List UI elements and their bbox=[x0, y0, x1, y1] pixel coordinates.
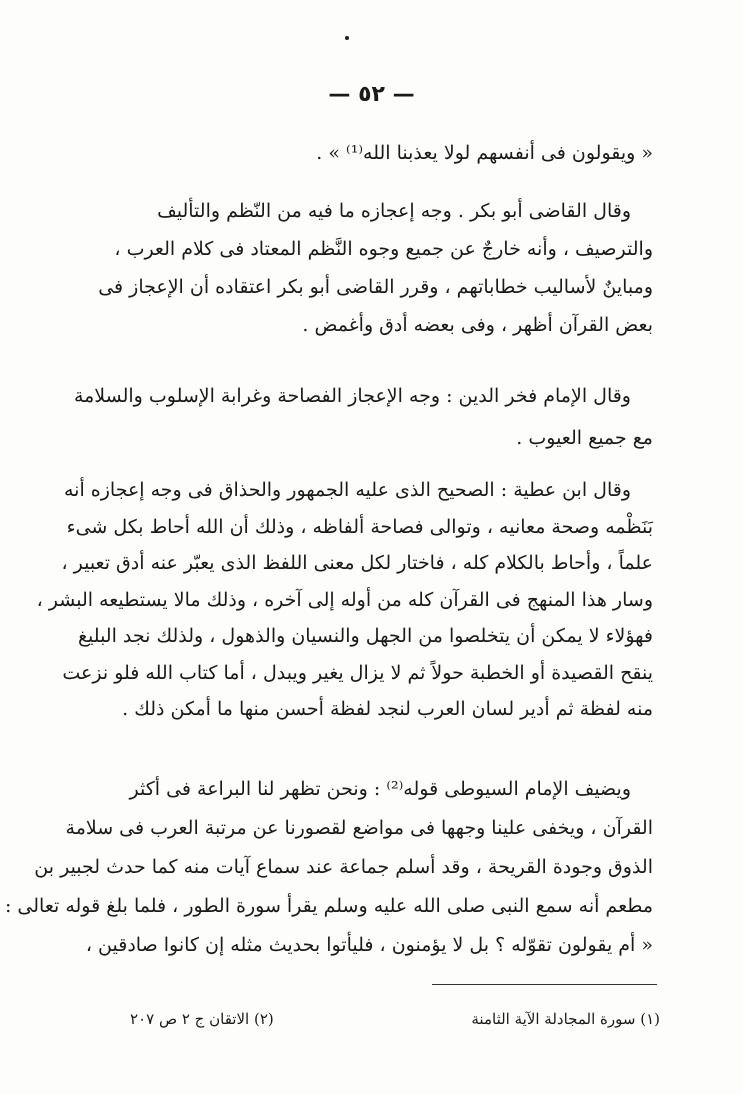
text-line: بَنَظْمه وصحة معانيه ، وتوالى فصاحة ألفاظه ، وذلك أن الله أحاط بكل شىء bbox=[66, 515, 653, 538]
text-line: « أم يقولون تقوّله ؟ بل لا يؤمنون ، فليأتوا بحديث مثله إن كانوا صادقين ، bbox=[85, 934, 653, 956]
page-number: — ٥٢ — bbox=[328, 82, 415, 107]
paragraph-quote bbox=[83, 134, 653, 172]
text-line: وقال ابن عطية : الصحيح الذى عليه الجمهور والحذاق فى وجه إعجازه أنه bbox=[63, 479, 631, 501]
paragraph-fakhr-al-din bbox=[73, 375, 653, 459]
text-line: وقال القاضى أبو بكر . وجه إعجازه ما فيه من النّظم والتأليف bbox=[157, 200, 631, 222]
footnote-1: (١) سورة المجادلة الآية الثامنة bbox=[471, 1010, 660, 1028]
paragraph-qadi-abu-bakr bbox=[83, 192, 653, 344]
text-line: ويضيف الإمام السيوطى قوله⁽²⁾ : ونحن تظهر لنا البراعة فى أكثر bbox=[129, 778, 631, 800]
footnote-2: (٢) الاتقان ج ٢ ص ٢٠٧ bbox=[130, 1010, 274, 1028]
text-line: علماً ، وأحاط بالكلام كله ، فاختار لكل معنى اللفظ الذى يعبّر عنه أدق تعبير ، bbox=[61, 552, 653, 574]
paragraph-ibn-atiyya bbox=[36, 472, 653, 728]
paragraph-suyuti bbox=[4, 770, 653, 965]
footnote-divider bbox=[432, 984, 657, 985]
text-line: الذوق وجودة القريحة ، وقد أسلم جماعة عند سماع آيات منه كما حدث لجبير بن bbox=[34, 856, 653, 878]
text-line: وسار هذا المنهج فى القرآن كله من أوله إلى آخره ، وذلك مالا يستطيعه البشر ، bbox=[36, 588, 653, 611]
text-line: ينقح القصيدة أو الخطبة حولاً ثم لا يزال يغير ويبدل ، أما كتاب الله فلو نزعت bbox=[62, 661, 653, 684]
text-line: بعض القرآن أظهر ، وفى بعضه أدق وأغمض . bbox=[302, 314, 653, 336]
text-line: وقال الإمام فخر الدين : وجه الإعجاز الفصاحة وغرابة الإسلوب والسلامة bbox=[73, 385, 631, 407]
text-line: « ويقولون فى أنفسهم لولا يعذبنا الله⁽¹⁾ » . bbox=[316, 142, 653, 164]
text-line: مع جميع العيوب . bbox=[516, 427, 653, 449]
text-line: والترصيف ، وأنه خارجٌ عن جميع وجوه النَّظم المعتاد فى كلام العرب ، bbox=[114, 238, 653, 260]
text-line: منه لفظة ثم أدير لسان العرب لنجد لفظة أحسن منها ما أمكن ذلك . bbox=[122, 698, 653, 720]
text-line: مطعم أنه سمع النبى صلى الله عليه وسلم يقرأ سورة الطور ، فلما بلغ قوله تعالى : bbox=[4, 895, 653, 917]
text-line: القرآن ، ويخفى علينا وجهها فى مواضع لقصورنا عن مرتبة العرب فى سلامة bbox=[65, 817, 653, 839]
ink-dot bbox=[345, 36, 349, 40]
text-line: فهؤلاء لا يمكن أن يتخلصوا من الجهل والنسيان والذهول ، ولذلك نجد البليغ bbox=[77, 625, 653, 647]
text-line: ومباينٌ لأساليب خطاباتهم ، وقرر القاضى أبو بكر اعتقاده أن الإعجاز فى bbox=[98, 276, 653, 298]
